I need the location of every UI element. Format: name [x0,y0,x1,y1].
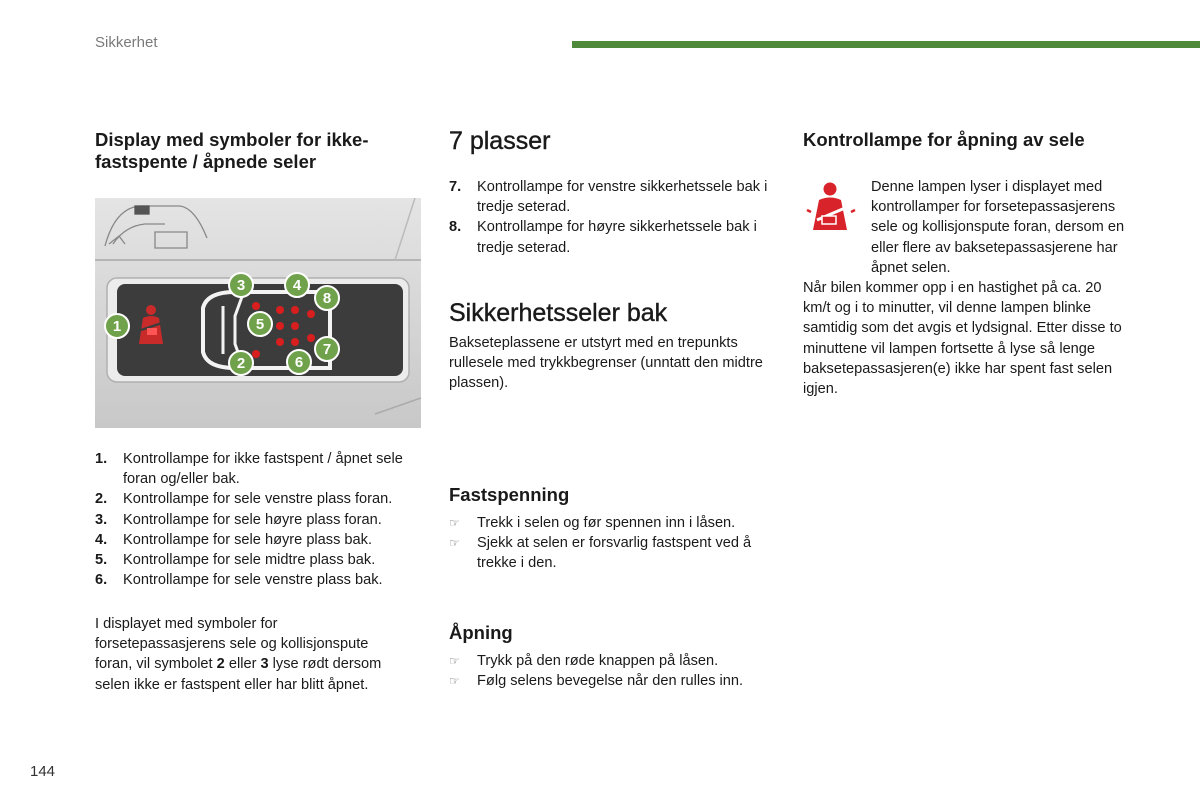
callout-8 [315,286,339,310]
callout-2 [229,351,253,375]
belt-lamp-heading: Kontrollampe for åpning av sele [803,129,1085,150]
legend-item: 1. Kontrollampe for ikke fastspent / åpnet sele foran og/eller bak. [95,451,403,488]
callout-2-label: 2 [236,355,246,372]
header-accent-bar [572,41,1200,48]
seven-seats-list [449,177,779,258]
legend-item: 6. Kontrollampe for sele venstre plass bak. [95,572,383,589]
open-heading: Åpning [449,622,513,643]
rear-belts-heading: Sikkerhetsseler bak [449,299,668,327]
legend-item: 2. Kontrollampe for sele venstre plass foran. [95,491,393,508]
seatbelt-warning-icon [803,180,859,238]
callout-6 [287,350,311,374]
rear-belts-text: Bakseteplassene er utstyrt med en trepunkts rullesele med trykkbegrenser (unntatt den midtre plassen). [449,335,763,392]
open-item: ☞ Trykk på den røde knappen på låsen. [449,653,719,669]
display-heading: Display med symboler for ikke-fastspente / åpnede seler [95,129,369,172]
callout-3 [229,273,253,297]
callout-4 [285,273,309,297]
callout-1 [105,314,129,338]
header-section-label: Sikkerhet [95,34,158,51]
legend-item: 4. Kontrollampe for sele høyre plass bak. [95,531,373,548]
legend-item: 7. Kontrollampe for venstre sikkerhetssele bak i tredje seterad. [449,179,768,216]
legend-item: 8. Kontrollampe for høyre sikkerhetssele bak i tredje seterad. [449,219,757,256]
legend-item: 5. Kontrollampe for sele midtre plass bak. [95,552,376,569]
page-number: 144 [30,763,56,780]
callout-5 [248,312,272,336]
fasten-item: ☞ Sjekk at selen er forsvarlig fastspent ved å trekke i den. [449,535,752,572]
callout-8-label: 8 [322,290,332,307]
callout-5-label: 5 [255,316,265,333]
seatbelt-display-illustration [95,198,421,428]
legend-item: 3. Kontrollampe for sele høyre plass foran. [95,511,382,528]
passenger-display-paragraph: I displayet med symboler for forsetepassasjerens sele og kollisjonspute foran, vil symbolet 2 eller 3 lyse rødt dersom selen ikke er fastspent eller har blitt åpnet. [95,616,382,693]
callout-7-label: 7 [322,341,332,358]
callout-1-label: 1 [112,318,122,335]
belt-lamp-speed-text: Når bilen kommer opp i en hastighet på ca. 20 km/t og i to minutter, vil denne lampen blinke samtidig som det avgis et lydsignal. Etter disse to minuttene vil lampen fortsette å lyse så lenge baksetepassasjeren(e) ikke har spent fast selen igjen. [803,280,1122,398]
belt-lamp-text: Denne lampen lyser i displayet med kontrollamper for forsetepassasjerens sele og kollisjonspute foran, dersom en eller flere av baksetepassasjerene har åpnet selen. [871,179,1125,276]
fasten-heading: Fastspenning [449,484,570,505]
open-list [449,651,779,691]
open-item: ☞ Følg selens bevegelse når den rulles inn. [449,673,744,690]
callout-4-label: 4 [292,277,302,294]
callout-7 [315,337,339,361]
legend-list [95,449,425,590]
fasten-list [449,513,779,574]
callout-6-label: 6 [294,354,304,371]
callout-3-label: 3 [236,277,246,294]
fasten-item: ☞ Trekk i selen og før spennen inn i låsen. [449,515,736,531]
seven-seats-heading: 7 plasser [449,127,551,155]
